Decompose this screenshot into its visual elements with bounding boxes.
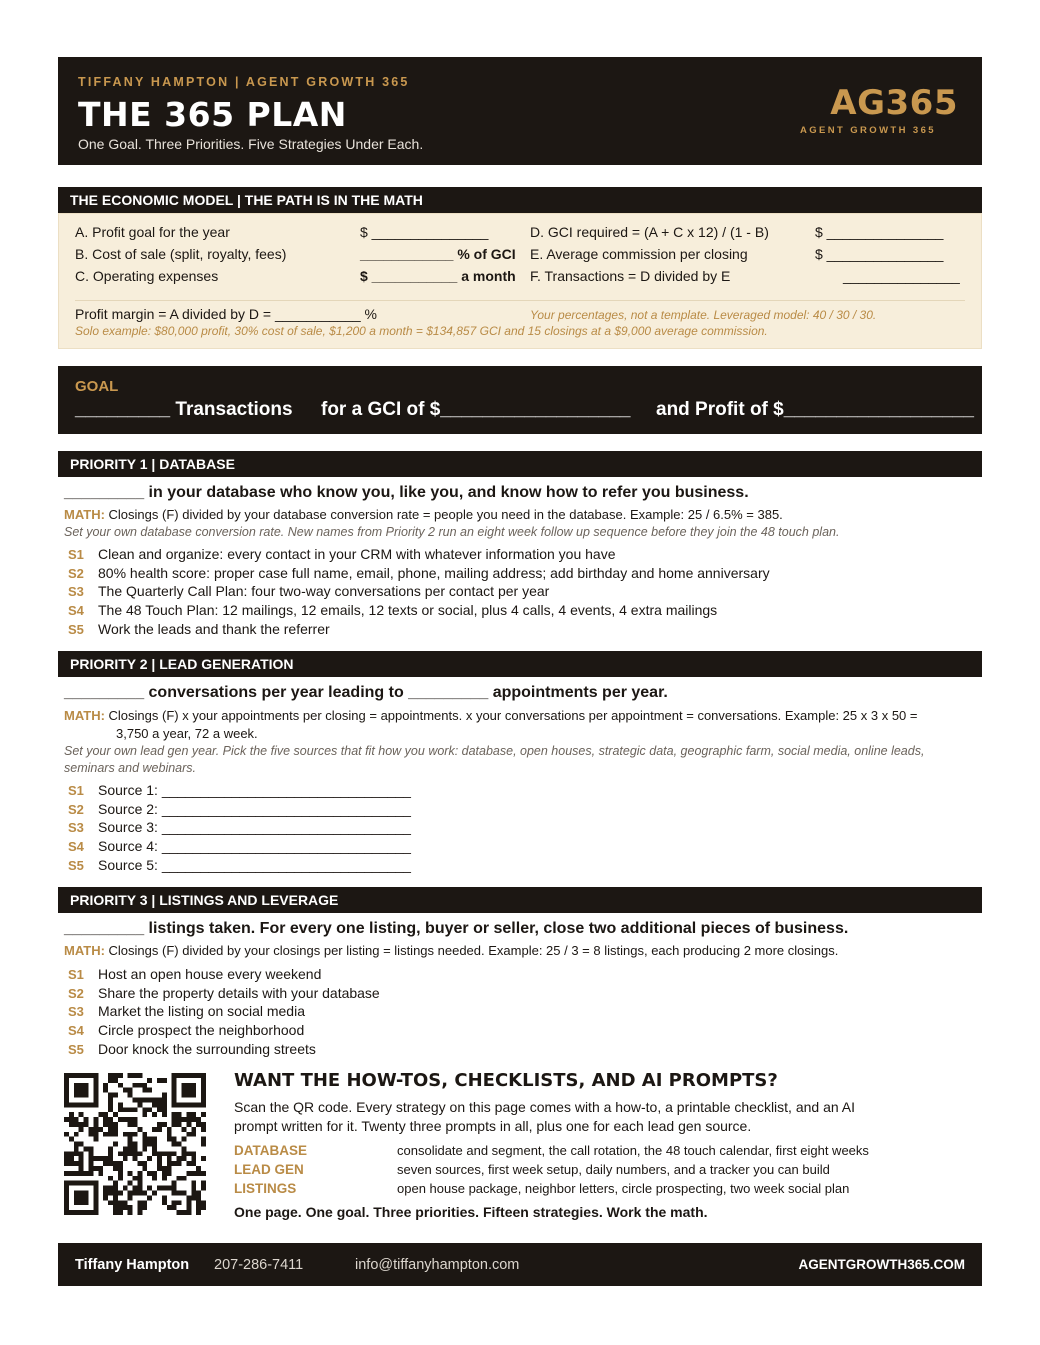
priority-1-list: [68, 546, 770, 639]
list-item: S3 Market the listing on social media: [68, 1003, 305, 1020]
economic-model-bar: THE ECONOMIC MODEL | THE PATH IS IN THE MATH: [58, 187, 982, 213]
plan-page: [58, 57, 982, 1273]
line-d-label: D. GCI required = (A + C x 12) / (1 - B): [530, 224, 769, 240]
list-item[interactable]: S1 Source 1: ________________________________: [68, 782, 411, 798]
cta-title: WANT THE HOW-TOS, CHECKLISTS, AND AI PROMPTS?: [234, 1070, 778, 1091]
math-text: Closings (F) x your appointments per closing = appointments. x your conversations per appointment = conversations. Example: 25 x 3 x 50 =: [104, 708, 918, 723]
priority-2-list: [68, 782, 411, 875]
economic-model-box: [58, 213, 982, 349]
logo-subtitle: AGENT GROWTH 365: [799, 125, 936, 136]
math-text: Closings (F) divided by your closings per listing = listings needed. Example: 25 / 3 = 8 listings, each producing 2 more closings.: [104, 943, 839, 958]
line-b-field[interactable]: ____________ % of GCI: [360, 246, 516, 262]
priority-2-bar: PRIORITY 2 | LEAD GENERATION: [58, 651, 982, 677]
line-b-label: B. Cost of sale (split, royalty, fees): [75, 246, 287, 262]
cta-row-listings: LISTINGS open house package, neighbor letters, circle prospecting, two week social plan: [234, 1181, 850, 1196]
priority-3-bar: PRIORITY 3 | LISTINGS AND LEVERAGE: [58, 887, 982, 913]
line-f-field[interactable]: _______________: [843, 268, 960, 284]
line-e-label: E. Average commission per closing: [530, 246, 748, 262]
priority-1-note: Set your own database conversion rate. New names from Priority 2 run an eight week follow up sequence before they join the 48 touch plan.: [64, 525, 840, 539]
page-title: THE 365 PLAN: [78, 95, 347, 134]
header-kicker: TIFFANY HAMPTON | AGENT GROWTH 365: [78, 75, 410, 89]
math-key: MATH:: [64, 708, 105, 723]
cta-row-database: DATABASE consolidate and segment, the call rotation, the 48 touch calendar, first eight weeks: [234, 1143, 869, 1158]
priority-1-bar: PRIORITY 1 | DATABASE: [58, 451, 982, 477]
ag365-logo: AG365: [830, 83, 958, 123]
math-text: Closings (F) divided by your database conversion rate = people you need in the database. Example: 25 / 6.5% = 385.: [104, 507, 783, 522]
line-a-label: A. Profit goal for the year: [75, 224, 230, 240]
line-a-field[interactable]: $ _______________: [360, 224, 489, 240]
list-item[interactable]: S4 Source 4: ________________________________: [68, 838, 411, 855]
goal-gci[interactable]: for a GCI of $__________________: [321, 399, 631, 420]
econ-divider: [75, 300, 965, 301]
solo-example-note: Solo example: $80,000 profit, 30% cost of sale, $1,200 a month = $134,857 GCI and 15 closings at a $9,000 average commission.: [75, 324, 768, 338]
priority-1-math: [64, 507, 783, 522]
list-item: S1 Host an open house every weekend: [68, 966, 322, 982]
list-item[interactable]: S2 Source 2: ________________________________: [68, 800, 411, 817]
goal-profit[interactable]: and Profit of $__________________: [656, 399, 974, 420]
list-item[interactable]: S3 Source 3: ________________________________: [68, 819, 411, 836]
priority-3-list: [68, 966, 380, 1059]
math-key: MATH:: [64, 507, 105, 522]
goal-label: GOAL: [75, 378, 119, 395]
list-item: S4 Circle prospect the neighborhood: [68, 1022, 305, 1039]
math-key: MATH:: [64, 943, 105, 958]
list-item: S3 The Quarterly Call Plan: four two-way conversations per contact per year: [68, 583, 550, 600]
page-subtitle: One Goal. Three Priorities. Five Strategies Under Each.: [78, 136, 424, 152]
list-item: S4 The 48 Touch Plan: 12 mailings, 12 emails, 12 texts or social, plus 4 calls, 4 events, 4 extra mailings: [68, 602, 718, 619]
cta-row-lead-gen: LEAD GEN seven sources, first week setup, daily numbers, and a tracker you can build: [234, 1162, 830, 1177]
goal-banner: [58, 366, 982, 434]
footer-website[interactable]: AGENTGROWTH365.COM: [798, 1257, 965, 1272]
header-banner: [58, 57, 982, 165]
contact-footer: [58, 1243, 982, 1286]
list-item: S5 Door knock the surrounding streets: [68, 1040, 316, 1057]
qr-code-icon[interactable]: [64, 1073, 206, 1215]
line-c-field[interactable]: $ ___________ a month: [360, 268, 516, 284]
priority-2-lead: _________ conversations per year leading to _________ appointments per year.: [64, 684, 668, 701]
line-c-label: C. Operating expenses: [75, 268, 219, 284]
profit-margin-line[interactable]: Profit margin = A divided by D = ___________ %: [75, 306, 377, 322]
priority-3-math: [64, 943, 838, 958]
margin-note: Your percentages, not a template. Leveraged model: 40 / 30 / 30.: [530, 308, 877, 322]
list-item: S2 80% health score: proper case full name, email, phone, mailing address; add birthday and home anniversary: [68, 564, 770, 581]
math-text-cont: 3,750 a year, 72 a week.: [116, 726, 258, 741]
priority-3-lead: _________ listings taken. For every one listing, buyer or seller, close two additional pieces of business.: [64, 920, 849, 937]
priority-2-note: Set your own lead gen year. Pick the five sources that fit how you work: database, open houses, strategic data, geographic farm, social media, online leads, seminars and webinars.: [64, 744, 925, 775]
line-d-field[interactable]: $ _______________: [815, 224, 944, 240]
priority-2-section: [58, 651, 982, 873]
list-item: S1 Clean and organize: every contact in your CRM with whatever information you have: [68, 546, 616, 562]
cta-body: Scan the QR code. Every strategy on this page comes with a how-to, a printable checklist, and an AI prompt written for it. Twenty three prompts in all, plus one for each lead gen source.: [234, 1099, 855, 1134]
economic-model-section: [58, 187, 982, 349]
priority-1-lead: _________ in your database who know you, like you, and know how to refer you business.: [64, 484, 749, 501]
footer-email[interactable]: info@tiffanyhampton.com: [355, 1257, 520, 1273]
line-f-label: F. Transactions = D divided by E: [530, 268, 731, 284]
priority-2-math: [64, 707, 974, 743]
priority-1-section: [58, 451, 982, 637]
footer-name: Tiffany Hampton: [75, 1257, 190, 1273]
cta-footer-line: One page. One goal. Three priorities. Fifteen strategies. Work the math.: [234, 1204, 708, 1220]
priority-3-section: [58, 887, 982, 1057]
list-item: S5 Work the leads and thank the referrer: [68, 620, 330, 637]
list-item[interactable]: S5 Source 5: ________________________________: [68, 856, 411, 873]
footer-phone[interactable]: 207-286-7411: [214, 1257, 304, 1273]
goal-transactions[interactable]: _________ Transactions: [75, 399, 293, 420]
list-item: S2 Share the property details with your database: [68, 984, 380, 1001]
line-e-field[interactable]: $ _______________: [815, 246, 944, 262]
